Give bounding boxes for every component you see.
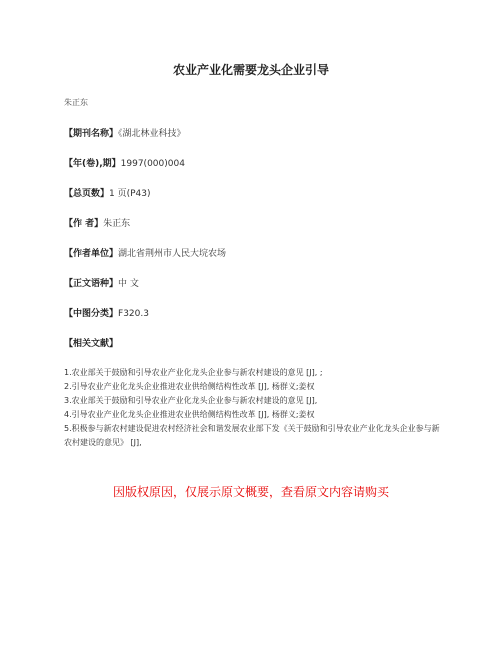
copyright-notice: 因版权原因，仅展示原文概要，查看原文内容请购买 [112,485,389,499]
reference-list [64,366,444,450]
field-year-volume-issue [64,156,185,169]
field-language [64,276,139,289]
reference-item: 5.积极参与新农村建设促进农村经济社会和谐发展农业部下发《关于鼓励和引导农业产业化龙头企业参与新农村建设的意见》 [J], [64,424,440,447]
reference-item: 3.农业部关于鼓励和引导农业产业化龙头企业参与新农村建设的意见 [J], [64,396,318,405]
field-author [64,216,130,229]
field-value: F320.3 [118,309,149,319]
field-label: 【年(卷),期】 [64,159,121,169]
field-related-literature [64,336,118,349]
field-value: 朱正东 [103,219,131,229]
field-label: 【相关文献】 [64,339,119,349]
field-page-count [64,186,151,199]
field-author-unit [64,246,226,259]
field-label: 【中图分类】 [64,309,119,319]
reference-item: 1.农业部关于鼓励和引导农业产业化龙头企业参与新农村建设的意见 [J], ; [64,368,323,377]
author-line: 朱正东 [64,98,88,107]
field-value: 1 页(P43) [109,189,151,199]
reference-item: 4.引导农业产业化龙头企业推进农业供给侧结构性改革 [J], 杨群义;姜权 [64,410,315,419]
field-journal-name [64,126,186,139]
reference-item: 2.引导农业产业化龙头企业推进农业供给侧结构性改革 [J], 杨群义;姜权 [64,382,315,391]
field-label: 【作者单位】 [64,249,119,259]
field-value: 1997(000)004 [120,159,185,169]
field-label: 【总页数】 [64,189,110,199]
field-value: 中 文 [118,279,139,289]
field-classification [64,306,149,319]
field-label: 【正文语种】 [64,279,119,289]
document-title: 农业产业化需要龙头企业引导 [172,63,329,77]
field-label: 【作 者】 [64,219,104,229]
field-label: 【期刊名称】 [64,129,119,139]
field-value: 《湖北林业科技》 [118,129,186,139]
field-value: 湖北省荆州市人民大垸农场 [118,249,227,259]
